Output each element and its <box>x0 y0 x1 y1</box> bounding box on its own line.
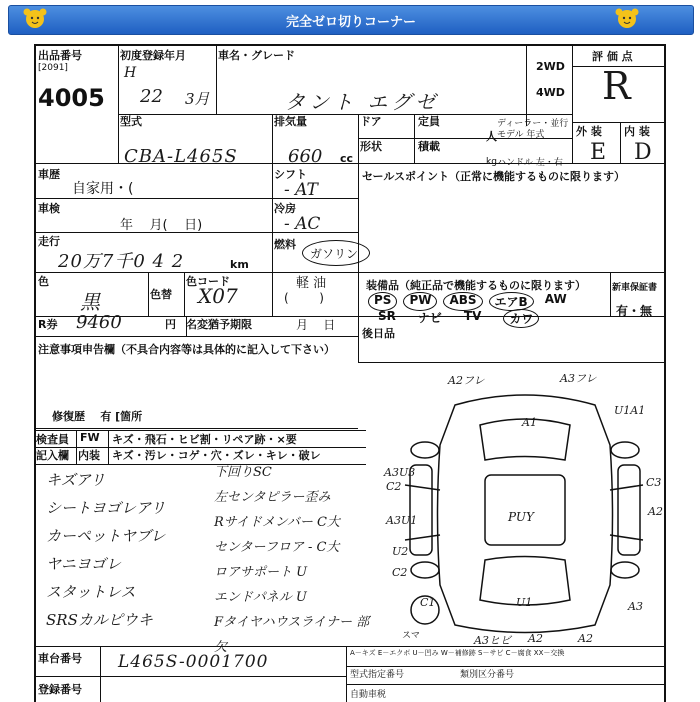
remark-right-2: 左センタピラー歪み <box>214 490 331 505</box>
handle-label: ハンドル 左・右 <box>497 158 563 168</box>
car-name-value: タント エグゼ <box>285 90 440 114</box>
checker-label: 検査員 <box>36 433 69 446</box>
inspection-label: 車検 <box>38 202 60 215</box>
shift-label: シフト <box>274 168 307 181</box>
mark-a2-rear-right: A2 <box>578 632 593 645</box>
remark-left-6: SRSカルピウキ <box>46 611 153 629</box>
fuel-diesel: 軽 油 <box>296 276 327 291</box>
recycle-label: R券 <box>38 318 58 331</box>
equip-kawa: カワ <box>503 309 539 328</box>
mark-a2-front: A2フレ <box>448 374 485 387</box>
mark-spare: スマ <box>402 631 420 641</box>
kg-label: kg <box>486 157 497 167</box>
entry-label: 記入欄 <box>36 449 69 462</box>
remark-right-5: ロアサポート U <box>214 565 308 580</box>
equip-abs: ABS <box>443 292 482 311</box>
exterior-grade: E <box>590 140 607 165</box>
color-code-value: X07 <box>198 284 238 308</box>
capacity-label: 定員 <box>418 115 440 128</box>
grade-value: R <box>602 64 631 108</box>
grade-label: 評 価 点 <box>592 50 633 63</box>
equip-aw: AW <box>544 292 567 306</box>
color-change-label: 色替 <box>150 288 172 301</box>
mark-u1: U1 <box>516 596 533 609</box>
mileage-unit: km <box>230 258 249 271</box>
mileage-label: 走行 <box>38 235 60 248</box>
checker-interior: 内装 <box>78 449 100 462</box>
model-label: 型式 <box>120 115 142 128</box>
transfer-value: 月 日 <box>296 318 336 332</box>
interior-grade: D <box>634 140 652 165</box>
equip-airbag: エアB <box>489 292 534 311</box>
remark-left-5: スタットレス <box>46 583 136 601</box>
exterior-label: 外 装 <box>576 125 602 138</box>
auto-tax-label: 自動車税 <box>350 690 387 700</box>
equipment-row2 <box>378 309 578 328</box>
interior-label: 内 装 <box>624 125 650 138</box>
remarks-left <box>46 466 216 634</box>
reg-year: 22 <box>140 86 163 107</box>
usage-value: 自家用・( <box>72 181 134 197</box>
lot-sub: [2091] <box>38 63 68 73</box>
banner-title: 完全ゼロ切りコーナー <box>285 15 416 30</box>
lot-label: 出品番号 <box>38 49 82 62</box>
class-number-label: 類別区分番号 <box>460 670 515 680</box>
mark-a2-rear: A2 <box>528 632 543 645</box>
notes-label: 注意事項申告欄（不具合内容等は具体的に記入して下さい） <box>38 343 335 356</box>
later-items-label: 後日品 <box>362 327 395 340</box>
recycle-unit: 円 <box>165 318 176 331</box>
type-designation-label: 型式指定番号 <box>350 670 405 680</box>
lot-number: 4005 <box>38 84 105 112</box>
sales-point-label: セールスポイント（正常に機能するものに限ります） <box>362 170 626 183</box>
mark-a3-front: A3フレ <box>560 372 597 385</box>
mark-a1: A1 <box>522 416 537 429</box>
equip-sr: SR <box>378 309 396 323</box>
repair-history: 修復歴 有 [箇所 <box>52 410 143 423</box>
load-label: 積載 <box>418 140 440 153</box>
fuel-gas: ガソリン <box>310 247 359 261</box>
ac-value: - AC <box>284 214 321 234</box>
equip-ps: PS <box>368 292 397 311</box>
remark-right-7: Fタイヤハウスライナー 部欠 <box>214 615 370 655</box>
mark-u1a1: U1A1 <box>614 404 646 417</box>
color-value: 黒 <box>80 290 100 314</box>
transfer-label: 名変猶予期限 <box>186 318 252 331</box>
checker-fw-items: キズ・飛石・ヒビ割・リペア跡・×要 <box>112 433 297 446</box>
chassis-value: L465S-0001700 <box>118 652 269 672</box>
first-reg-label: 初度登録年月 <box>120 49 186 62</box>
4wd-label: 4WD <box>536 86 565 99</box>
mark-c2-left: C2 <box>386 480 402 493</box>
title-banner <box>8 5 694 35</box>
checker-fw: FW <box>80 431 100 444</box>
reg-month: 3月 <box>185 90 210 108</box>
shift-value: - AT <box>284 180 318 200</box>
disp-unit: cc <box>340 152 354 165</box>
fuel-paren: ( ) <box>284 291 324 305</box>
equip-pw: PW <box>403 292 437 311</box>
remark-right-3: Rサイドメンバー C大 <box>214 515 340 530</box>
color-code-label: 色コード <box>186 275 230 288</box>
equip-tv: TV <box>463 309 482 323</box>
mascot-left-icon <box>22 7 48 31</box>
fuel-label: 燃料 <box>274 238 296 251</box>
mascot-right-icon <box>614 7 640 31</box>
equip-navi: ナビ <box>417 311 442 325</box>
remark-left-2: シートヨゴレアリ <box>46 499 166 517</box>
mark-a3u3: A3U3 <box>384 466 416 479</box>
reg-era: H <box>124 65 137 81</box>
model-year-label: モデル 年式 <box>497 130 545 140</box>
mark-puy: PUY <box>508 510 534 524</box>
mark-a2-right: A2 <box>648 505 663 518</box>
recycle-value: 9460 <box>76 312 122 333</box>
disp-label: 排気量 <box>274 115 307 128</box>
mark-c1: C1 <box>420 596 436 609</box>
remark-right-4: センターフロア - C大 <box>214 540 340 555</box>
remark-left-1: キズアリ <box>46 471 106 489</box>
disp-value: 660 <box>288 146 323 167</box>
model-value: CBA-L465S <box>124 146 238 167</box>
capacity-unit: 人 <box>486 130 497 143</box>
warranty-value: 有・無 <box>616 304 653 318</box>
equipment-label: 装備品（純正品で機能するものに限ります） <box>366 279 586 292</box>
damage-legend: A－キズ E－エクボ U－凹み W－補修跡 S－サビ C－腐食 XX－交換 <box>350 649 565 657</box>
door-label: ドア <box>360 115 382 128</box>
mark-c2-rear: C2 <box>392 566 408 579</box>
mark-a3u1: A3U1 <box>386 514 418 527</box>
remark-left-4: ヤニヨゴレ <box>46 555 122 573</box>
2wd-label: 2WD <box>536 60 565 73</box>
mark-a3-rear: A3 <box>628 600 643 613</box>
usage-label: 車歴 <box>38 168 60 181</box>
remark-right-6: エンドパネル U <box>214 590 307 605</box>
mark-a3-crack: A3ヒビ <box>474 634 511 647</box>
color-label: 色 <box>38 275 49 288</box>
remarks-right <box>214 460 374 660</box>
car-name-label: 車名・グレード <box>218 49 295 62</box>
shape-label: 形状 <box>360 140 382 153</box>
reg-no-label: 登録番号 <box>38 683 82 696</box>
mark-u2: U2 <box>392 545 409 558</box>
checker-interior-items: キズ・汚レ・コゲ・穴・ズレ・キレ・破レ <box>112 449 321 462</box>
mark-c3-right: C3 <box>646 476 662 489</box>
ac-label: 冷房 <box>274 202 296 215</box>
mileage-value: 20万7千0 4 2 <box>58 251 185 272</box>
remark-left-3: カーペットヤブレ <box>46 527 166 545</box>
chassis-label: 車台番号 <box>38 652 82 665</box>
inspection-value: 年 月( 日) <box>120 218 203 233</box>
warranty-label: 新車保証書 <box>612 283 658 293</box>
dealer-label: ディーラー・並行 <box>497 119 569 129</box>
remark-right-1: 下回りSC <box>214 465 272 480</box>
